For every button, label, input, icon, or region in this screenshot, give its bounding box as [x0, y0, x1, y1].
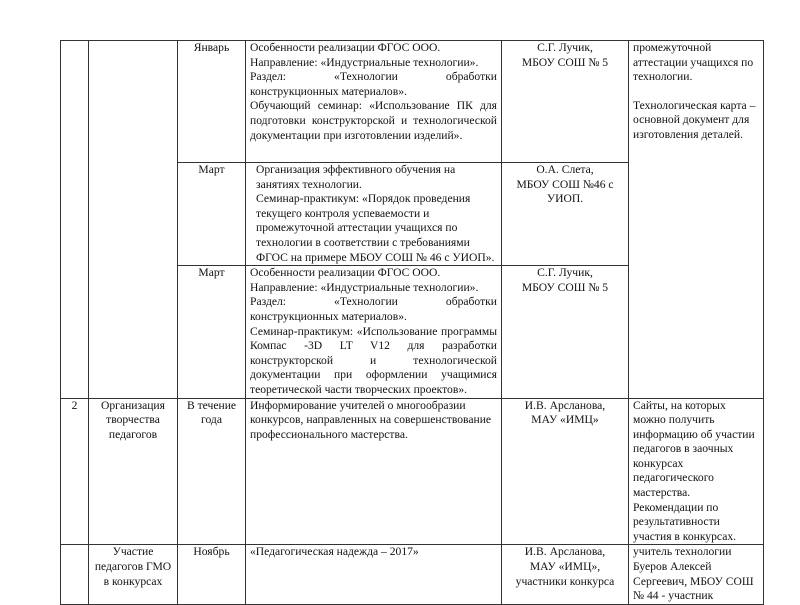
month-cell: Ноябрь — [178, 545, 246, 604]
topic-cell: Организация творчества педагогов — [89, 398, 178, 545]
result-cell: учитель технологии Буеров Алексей Сергеевич, МБОУ СОШ № 44 - участник — [629, 545, 764, 604]
num-cell — [61, 41, 89, 399]
result-cell: Сайты, на которых можно получить информацию об участии педагогов в заочных конкурсах педагогического мастерства. Рекомендации по результативности участия в конкурсах. — [629, 398, 764, 545]
num-cell — [61, 545, 89, 604]
table-row — [61, 398, 764, 545]
content-cell: Особенности реализации ФГОС ООО. Направление: «Индустриальные технологии». Раздел: «Технологии обработки конструкционных материалов». Семинар-практикум: «Использование программы Компас -3D LT V12 для разработки конструкторской и технологической документации при оформлении учащимися теоретической части творческих проектов». — [246, 266, 502, 398]
content-cell: Особенности реализации ФГОС ООО. Направление: «Индустриальные технологии». Раздел: «Технологии обработки конструкционных материалов». Обучающий семинар: «Использование ПК для подготовки конструкторской и технологической документации при изготовлении изделий». — [246, 41, 502, 163]
responsible-cell: С.Г. Лучик, МБОУ СОШ № 5 — [502, 41, 629, 163]
responsible-cell: И.В. Арсланова, МАУ «ИМЦ» — [502, 398, 629, 545]
responsible-cell: С.Г. Лучик, МБОУ СОШ № 5 — [502, 266, 629, 398]
content-cell: Информирование учителей о многообразии конкурсов, направленных на совершенствование профессионального мастерства. — [246, 398, 502, 545]
month-cell: Январь — [178, 41, 246, 163]
month-cell: В течение года — [178, 398, 246, 545]
month-cell: Март — [178, 163, 246, 266]
table-row — [61, 545, 764, 604]
responsible-cell: О.А. Слета, МБОУ СОШ №46 с УИОП. — [502, 163, 629, 266]
month-cell: Март — [178, 266, 246, 398]
content-cell: Организация эффективного обучения на занятиях технологии. Семинар-практикум: «Порядок проведения текущего контроля успеваемости и промежуточной аттестации учащихся по технологии в соответствии с требованиями ФГОС на примере МБОУ СОШ № 46 с УИОП». — [246, 163, 502, 266]
table-row — [61, 41, 764, 163]
topic-cell: Участие педагогов ГМО в конкурсах — [89, 545, 178, 604]
num-cell: 2 — [61, 398, 89, 545]
content-cell: «Педагогическая надежда – 2017» — [246, 545, 502, 604]
responsible-cell: И.В. Арсланова, МАУ «ИМЦ», участники конкурса — [502, 545, 629, 604]
result-cell: промежуточной аттестации учащихся по технологии. Технологическая карта – основной документ для изготовления деталей. — [629, 41, 764, 399]
topic-cell — [89, 41, 178, 399]
plan-table — [60, 40, 764, 605]
